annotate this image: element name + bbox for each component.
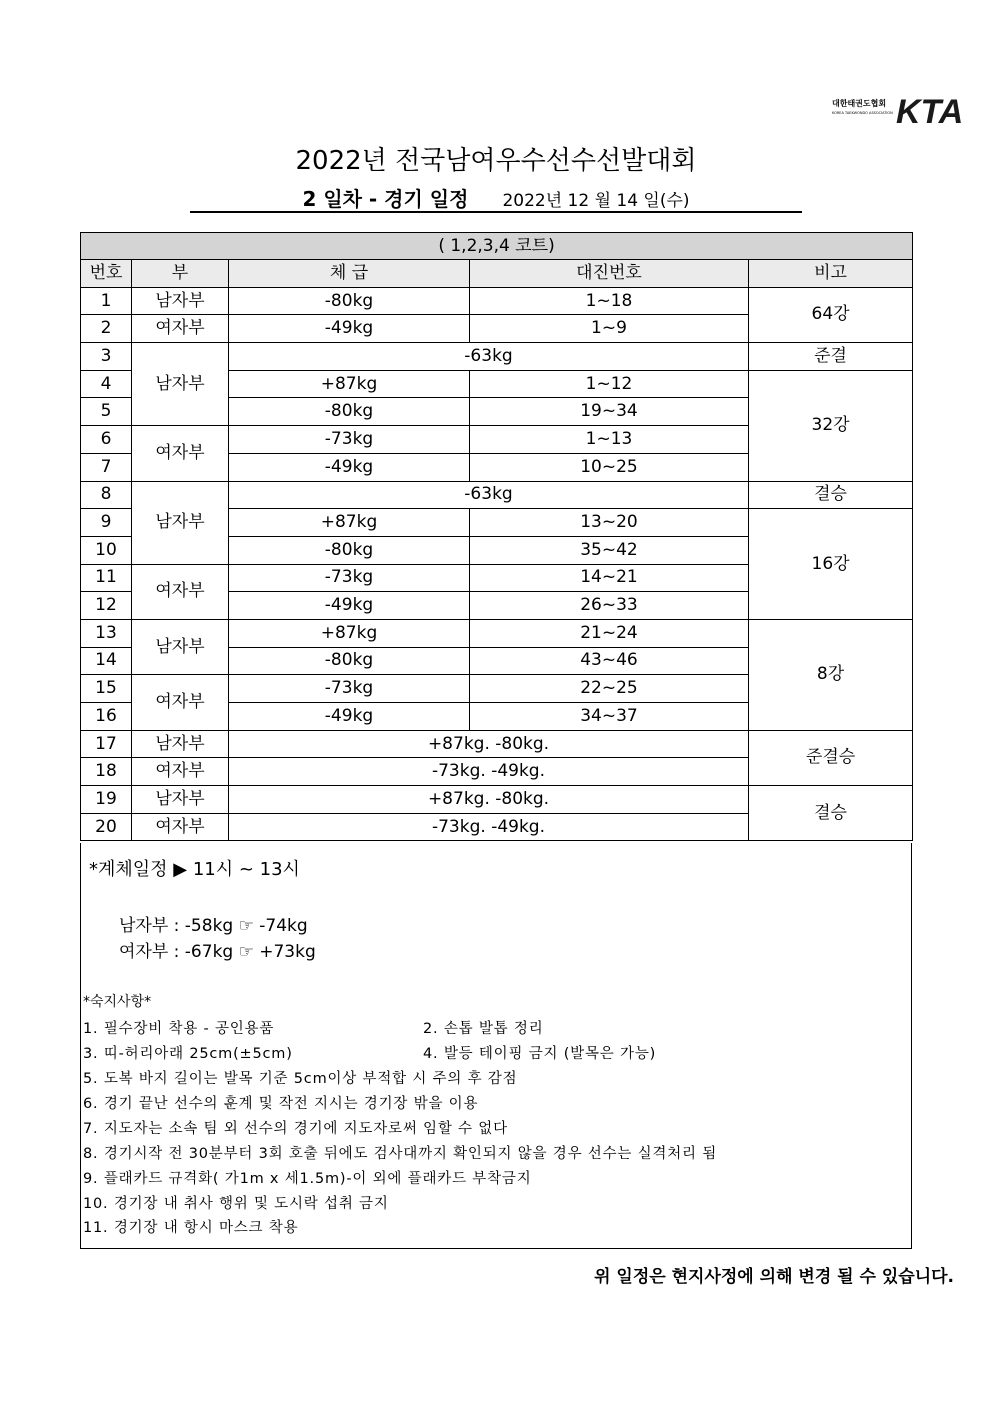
cell-weight: -73kg. -49kg. [229, 758, 749, 786]
cell-note: 결승 [749, 481, 913, 509]
cell-bracket: 34~37 [470, 703, 749, 731]
cell-weight: -80kg [229, 647, 470, 675]
cell-weight: +87kg [229, 509, 470, 537]
cell-division: 남자부 [132, 481, 229, 564]
cell-weight: -49kg [229, 315, 470, 343]
cell-weight: -73kg. -49kg. [229, 813, 749, 841]
table-row [81, 730, 913, 758]
cell-note: 준결 [749, 343, 913, 371]
cell-bracket: 10~25 [470, 453, 749, 481]
cell-division: 남자부 [132, 287, 229, 315]
cell-note: 64강 [749, 287, 913, 342]
table-row [81, 481, 913, 509]
cell-weight: -49kg [229, 592, 470, 620]
cell-bracket: 21~24 [470, 619, 749, 647]
cell-bracket: 1~12 [470, 370, 749, 398]
cell-division: 여자부 [132, 813, 229, 841]
cell-weight: +87kg. -80kg. [229, 730, 749, 758]
kta-logo [832, 92, 964, 131]
table-row [81, 343, 913, 371]
notice-item-11: 11. 경기장 내 항시 마스크 착용 [83, 1220, 299, 1236]
logo-org-name: 대한태권도협회 [832, 99, 887, 108]
cell-no: 8 [81, 481, 132, 509]
weigh-in-women: 여자부 : -67kg ☞ +73kg [119, 942, 316, 962]
subtitle-date: 2022년 12 월 14 일(수) [502, 191, 690, 211]
header-weight: 체 급 [229, 260, 470, 288]
cell-no: 11 [81, 564, 132, 592]
cell-weight: +87kg [229, 619, 470, 647]
cell-weight: -63kg [229, 343, 749, 371]
logo-org-subtitle: KOREA TAEKWONDO ASSOCIATION [832, 111, 893, 115]
notice-item-1: 1. 필수장비 착용 - 공인용품 [83, 1021, 275, 1037]
cell-division: 남자부 [132, 343, 229, 426]
cell-note: 8강 [749, 619, 913, 730]
notice-item-6: 6. 경기 끝난 선수의 훈계 및 작전 지시는 경기장 밖을 이용 [83, 1096, 479, 1112]
notices-header: *숙지사항* [83, 994, 152, 1010]
notice-item-2: 2. 손톱 발톱 정리 [423, 1021, 544, 1037]
cell-division: 남자부 [132, 619, 229, 674]
cell-bracket: 22~25 [470, 675, 749, 703]
table-row [81, 287, 913, 315]
header-no: 번호 [81, 260, 132, 288]
cell-weight: -73kg [229, 426, 470, 454]
cell-no: 7 [81, 453, 132, 481]
cell-bracket: 35~42 [470, 536, 749, 564]
weigh-in-men: 남자부 : -58kg ☞ -74kg [119, 916, 308, 936]
cell-bracket: 1~18 [470, 287, 749, 315]
notice-item-5: 5. 도복 바지 길이는 발목 기준 5cm이상 부적합 시 주의 후 감점 [83, 1071, 518, 1087]
notice-item-9: 9. 플래카드 규격화( 가1m x 세1.5m)-이 외에 플래카드 부착금지 [83, 1171, 532, 1187]
cell-no: 13 [81, 619, 132, 647]
cell-no: 19 [81, 786, 132, 814]
cell-bracket: 1~9 [470, 315, 749, 343]
subtitle-main: 2 일차 - 경기 일정 [302, 187, 469, 211]
cell-no: 3 [81, 343, 132, 371]
cell-weight: +87kg. -80kg. [229, 786, 749, 814]
cell-no: 5 [81, 398, 132, 426]
notice-item-4: 4. 발등 테이핑 금지 (발목은 가능) [423, 1046, 657, 1062]
cell-no: 12 [81, 592, 132, 620]
court-row [81, 233, 913, 260]
kta-logo-mark-icon [896, 92, 964, 131]
cell-no: 6 [81, 426, 132, 454]
cell-bracket: 1~13 [470, 426, 749, 454]
cell-bracket: 14~21 [470, 564, 749, 592]
cell-no: 2 [81, 315, 132, 343]
footer-notice: 위 일정은 현지사정에 의해 변경 될 수 있습니다. [594, 1267, 954, 1287]
cell-division: 여자부 [132, 426, 229, 481]
cell-note: 32강 [749, 370, 913, 481]
cell-no: 14 [81, 647, 132, 675]
cell-no: 16 [81, 703, 132, 731]
table-row [81, 619, 913, 647]
cell-bracket: 13~20 [470, 509, 749, 537]
cell-weight: -49kg [229, 703, 470, 731]
cell-bracket: 43~46 [470, 647, 749, 675]
page-title: 2022년 전국남여우수선수선발대회 [295, 146, 697, 176]
cell-no: 18 [81, 758, 132, 786]
notice-item [83, 1017, 544, 1038]
cell-no: 9 [81, 509, 132, 537]
notice-item-7: 7. 지도자는 소속 팀 외 선수의 경기에 지도자로써 임할 수 없다 [83, 1121, 508, 1137]
header-note: 비고 [749, 260, 913, 288]
cell-weight: -73kg [229, 564, 470, 592]
header-division: 부 [132, 260, 229, 288]
cell-weight: -49kg [229, 453, 470, 481]
page-subtitle [190, 183, 802, 213]
cell-no: 10 [81, 536, 132, 564]
notice-item-3: 3. 띠-허리아래 25cm(±5cm) [83, 1046, 293, 1062]
cell-weight: -63kg [229, 481, 749, 509]
logo-mark-text: KTA [896, 93, 964, 131]
cell-note: 준결승 [749, 730, 913, 785]
cell-bracket: 26~33 [470, 592, 749, 620]
cell-bracket: 19~34 [470, 398, 749, 426]
notice-item-8: 8. 경기시작 전 30분부터 3회 호출 뒤에도 검사대까지 확인되지 않을 경우 선수는 실격처리 됨 [83, 1146, 718, 1162]
cell-no: 4 [81, 370, 132, 398]
notice-item-10: 10. 경기장 내 취사 행위 및 도시락 섭취 금지 [83, 1196, 389, 1212]
cell-weight: -73kg [229, 675, 470, 703]
cell-division: 여자부 [132, 315, 229, 343]
court-label: ( 1,2,3,4 코트) [81, 233, 913, 260]
header-bracket: 대진번호 [470, 260, 749, 288]
cell-weight: +87kg [229, 370, 470, 398]
cell-note: 16강 [749, 509, 913, 620]
table-row [81, 786, 913, 814]
cell-division: 남자부 [132, 786, 229, 814]
cell-division: 남자부 [132, 730, 229, 758]
cell-weight: -80kg [229, 536, 470, 564]
weigh-in-title: *계체일정 ▶ 11시 ~ 13시 [89, 859, 300, 880]
cell-weight: -80kg [229, 287, 470, 315]
notes-box [80, 843, 912, 1249]
header-row [81, 260, 913, 288]
cell-no: 1 [81, 287, 132, 315]
cell-note: 결승 [749, 786, 913, 841]
cell-no: 20 [81, 813, 132, 841]
cell-no: 17 [81, 730, 132, 758]
schedule-table [80, 232, 913, 841]
cell-division: 여자부 [132, 564, 229, 619]
notice-item [83, 1042, 657, 1063]
cell-division: 여자부 [132, 675, 229, 730]
cell-division: 여자부 [132, 758, 229, 786]
cell-weight: -80kg [229, 398, 470, 426]
cell-no: 15 [81, 675, 132, 703]
